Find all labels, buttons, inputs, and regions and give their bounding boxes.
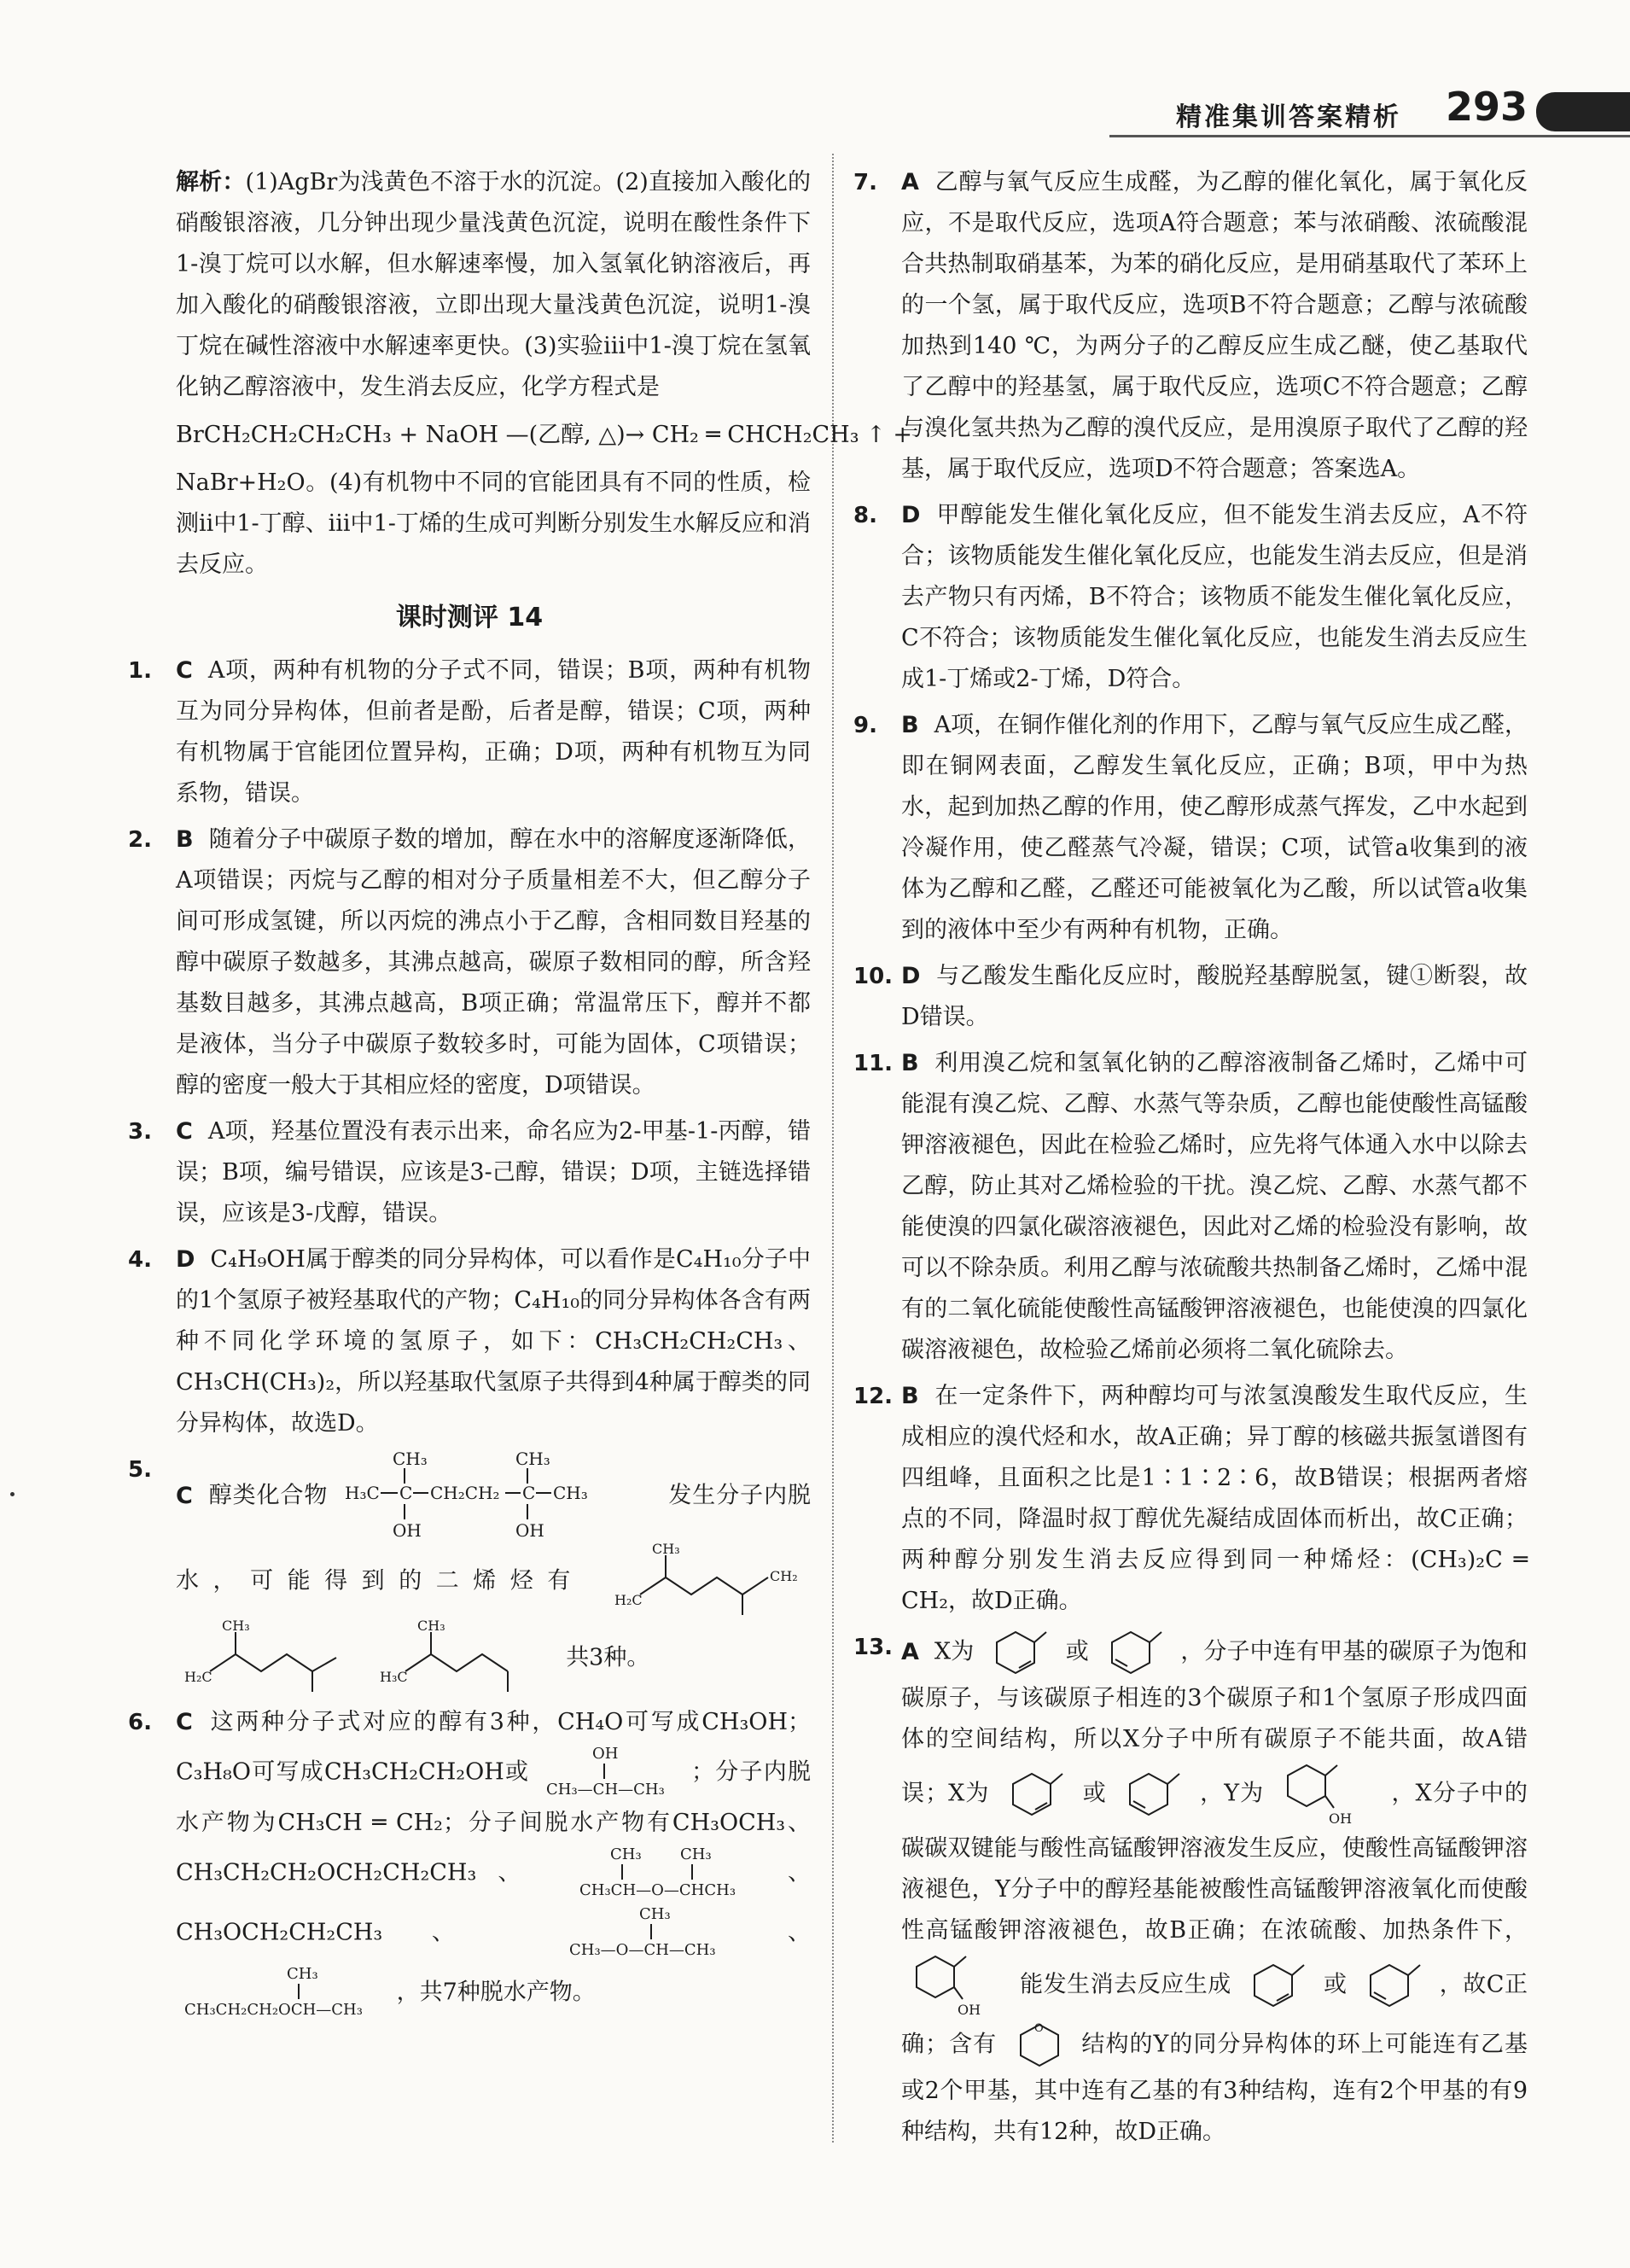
answer-letter: D <box>901 502 921 528</box>
question-4 <box>128 1239 811 1444</box>
answer-letter: A <box>901 1638 919 1665</box>
svg-text:CH₂: CH₂ <box>770 1568 798 1584</box>
svg-text:C: C <box>521 1483 536 1503</box>
answer-letter: B <box>901 712 919 738</box>
answer-letter: D <box>176 1246 195 1273</box>
question-number: 9. <box>853 713 877 738</box>
oxane-ring-structure-image <box>1014 2020 1065 2071</box>
question-text: 发生分子内脱水，可能得到的二烯烃有 <box>176 1482 811 1595</box>
question-text: ，Y为 <box>1200 1780 1265 1807</box>
question-text: 利用溴乙烷和氢氧化钠的乙醇溶液制备乙烯时，乙烯中可能混有溴乙烷、乙醇、水蒸气等杂质，乙醇也能使酸性高锰酸钾溶液褪色，因此在检验乙烯时，应先将气体通入水中以除去乙醇，防止其对乙烯检验的干扰。溴乙烷、乙醇、水蒸气都不能使溴的四氯化碳溶液褪色，因此对乙烯的检验没有影响，故可以不除杂质。利用乙醇与浓硫酸共热制备乙烯时，乙烯中混有的二氧化硫能使酸性高锰酸钾溶液褪色，也能使溴的四氯化碳溶液褪色，故检验乙烯前必须将二氧化硫除去。 <box>901 1050 1528 1363</box>
margin-dot <box>10 1492 15 1496</box>
question-number: 13. <box>853 1635 894 1660</box>
question-1 <box>128 650 811 814</box>
question-text: 或 <box>1324 1971 1348 1998</box>
cyclohexene-structure-image <box>1123 1769 1183 1820</box>
analysis-label: 解析： <box>176 169 246 195</box>
question-number: 3. <box>128 1119 152 1145</box>
cyclohexene-structure-image <box>1105 1627 1165 1678</box>
svg-text:CH₃: CH₃ <box>610 1845 642 1863</box>
svg-text:CH₃: CH₃ <box>222 1620 250 1634</box>
svg-text:CH₃CH₂CH₂OCH—CH₃: CH₃CH₂CH₂OCH—CH₃ <box>184 2001 363 2019</box>
svg-text:CH₂CH₂: CH₂CH₂ <box>429 1483 500 1503</box>
question-text: 或 <box>1082 1780 1107 1807</box>
question-text: 、CH₃OCH₂CH₂CH₃、 <box>176 1859 811 1946</box>
question-number: 7. <box>853 170 877 195</box>
question-number: 1. <box>128 658 152 684</box>
question-12 <box>853 1376 1528 1622</box>
reaction-equation: BrCH₂CH₂CH₂CH₃ + NaOH —(乙醇, △)→ CH₂ ═ CHCH₂CH₃ ↑ + <box>176 422 912 448</box>
header-title: 精准集训答案精析 <box>1176 102 1401 132</box>
diene-structure-image <box>380 1620 550 1697</box>
svg-text:CH₃: CH₃ <box>638 1905 671 1923</box>
question-text: ，故C正确；含有 <box>901 1971 1528 2058</box>
answer-letter: C <box>176 1482 193 1509</box>
svg-text:CH₃—O—CH—CH₃: CH₃—O—CH—CH₃ <box>568 1941 716 1959</box>
question-text: A项，羟基位置没有表示出来，命名应为2-甲基-1-丙醇，错误；B项，编号错误，应该是3-己醇，错误；D项，主链选择错误，应该是3-戊醇，错误。 <box>176 1118 811 1227</box>
question-3 <box>128 1111 811 1234</box>
svg-text:CH₃CH—O—CHCH₃: CH₃CH—O—CHCH₃ <box>579 1881 736 1899</box>
answer-letter: B <box>901 1383 919 1409</box>
methylcyclohexanol-structure-image <box>910 1951 1004 2020</box>
analysis-paragraph <box>128 162 811 408</box>
diol-structure-image <box>345 1449 652 1543</box>
svg-text:O: O <box>1033 2022 1044 2035</box>
answer-letter: A <box>901 169 919 195</box>
question-11 <box>853 1043 1528 1371</box>
svg-text:CH₃: CH₃ <box>652 1543 680 1557</box>
question-9 <box>853 705 1528 951</box>
question-7 <box>853 162 1528 490</box>
ether-structure-image <box>184 1963 381 2023</box>
svg-text:H₂C: H₂C <box>614 1592 643 1608</box>
svg-text:H₂C: H₂C <box>184 1669 212 1685</box>
header-tab-mark <box>1536 92 1630 131</box>
question-number: 10. <box>853 964 894 989</box>
cyclohexene-structure-image <box>990 1627 1050 1678</box>
svg-text:CH₃: CH₃ <box>416 1620 445 1634</box>
page-number: 293 <box>1446 84 1528 130</box>
svg-text:H₃C: H₃C <box>379 1669 408 1685</box>
isopropanol-structure-image <box>546 1743 674 1803</box>
answer-letter: D <box>901 963 921 989</box>
question-text: 在一定条件下，两种醇均可与浓氢溴酸发生取代反应，生成相应的溴代烃和水，故A正确；异丁醇的核磁共振氢谱图有四组峰，且面积之比是1∶1∶2∶6，故B错误；根据两者熔点的不同，降温时叔丁醇优先凝结成固体而析出，故C正确；两种醇分别发生消去反应得到同一种烯烃：(CH₃)₂C ═ CH₂，故D正确。 <box>901 1383 1528 1614</box>
question-number: 2. <box>128 827 152 853</box>
svg-text:OH: OH <box>1328 1810 1352 1827</box>
analysis-ending: NaBr+H₂O。(4)有机物中不同的官能团具有不同的性质，检测ⅱ中1-丁醇、ⅲ中1-丁烯的生成可判断分别发生水解反应和消去反应。 <box>176 469 811 578</box>
question-2 <box>128 819 811 1106</box>
answer-letter: B <box>176 826 194 853</box>
section-title: 课时测评 14 <box>395 603 544 633</box>
svg-text:CH₃: CH₃ <box>515 1449 550 1469</box>
question-text: 或 <box>1065 1638 1089 1665</box>
question-text: 、 <box>788 1919 811 1946</box>
svg-text:H₃C: H₃C <box>344 1483 380 1503</box>
question-text: 结构的Y的同分异构体的环上可能连有乙基或2个甲基，其中连有乙基的有3种结构，连有2个甲基的有9种结构，共有12种，故D正确。 <box>901 2031 1528 2145</box>
page-header <box>0 82 1630 142</box>
question-text: C₄H₉OH属于醇类的同分异构体，可以看作是C₄H₁₀分子中的1个氢原子被羟基取代的产物；C₄H₁₀的同分异构体各含有两种不同化学环境的氢原子，如下：CH₃CH₂CH₂CH₃、CH₃CH(CH₃)₂，所以羟基取代氢原子共得到4种属于醇类的同分异构体，故选D。 <box>176 1246 811 1437</box>
svg-text:OH: OH <box>392 1520 422 1541</box>
cyclohexene-structure-image <box>1364 1960 1423 2011</box>
cyclohexene-structure-image <box>1006 1769 1066 1820</box>
question-text: 能发生消去反应生成 <box>1020 1971 1231 1998</box>
question-number: 5. <box>128 1457 152 1483</box>
question-number: 11. <box>853 1051 894 1076</box>
methylcyclohexanol-structure-image <box>1281 1760 1375 1828</box>
question-text: A项，在铜作催化剂的作用下，乙醇与氧气反应生成乙醛，即在铜网表面，乙醇发生氧化反应，正确；B项，甲中为热水，起到加热乙醇的作用，使乙醇形成蒸气挥发，乙中水起到冷凝作用，使乙醛蒸气冷凝，错误；C项，试管a收集到的液体为乙醇和乙醛，乙醛还可能被氧化为乙酸，所以试管a收集到的液体中至少有两种有机物，正确。 <box>901 712 1528 943</box>
answer-letter: C <box>176 1118 193 1145</box>
question-text: ，分子中连有甲基的碳原子为饱和碳原子，与该碳原子相连的3个碳原子和1个氢原子形成四面体的空间结构，所以X分子中所有碳原子不能共面，故A错误；X为 <box>901 1638 1528 1807</box>
question-text: 这两种分子式对应的醇有3种，CH₄O可写成CH₃OH；C₃H₈O可写成CH₃CH₂CH₂OH或 <box>176 1709 811 1786</box>
question-number: 4. <box>128 1247 152 1273</box>
svg-text:OH: OH <box>958 2002 981 2018</box>
analysis-text: (1)AgBr为浅黄色不溶于水的沉淀。(2)直接加入酸化的硝酸银溶液，几分钟出现少量浅黄色沉淀，说明在酸性条件下1-溴丁烷可以水解，但水解速率慢，加入氢氧化钠溶液后，再加入酸化的硝酸银溶液，立即出现大量浅黄色沉淀，说明1-溴丁烷在碱性溶液中水解速率更快。(3)实验ⅲ中1-溴丁烷在氢氧化钠乙醇溶液中，发生消去反应，化学方程式是 <box>176 169 812 400</box>
diene-structure-image <box>184 1620 355 1697</box>
question-text: ，X分子中的碳碳双键能与酸性高锰酸钾溶液发生反应，使酸性高锰酸钾溶液褪色，Y分子中的醇羟基能被酸性高锰酸钾溶液氧化而使酸性高锰酸钾溶液褪色，故B正确；在浓硫酸、加热条件下， <box>901 1780 1528 1944</box>
header-rule <box>1109 135 1630 137</box>
right-column <box>853 162 1528 2158</box>
question-8 <box>853 495 1528 700</box>
svg-text:OH: OH <box>515 1520 544 1541</box>
cyclohexene-structure-image <box>1248 1960 1307 2011</box>
question-text: 与乙酸发生酯化反应时，酸脱羟基醇脱氢，键①断裂，故D错误。 <box>901 963 1528 1030</box>
answer-letter: C <box>176 1709 193 1735</box>
svg-text:C: C <box>399 1483 413 1503</box>
svg-text:CH₃—CH—CH₃: CH₃—CH—CH₃ <box>546 1781 665 1799</box>
question-text: ，共7种脱水产物。 <box>396 1979 596 2006</box>
question-number: 12. <box>853 1384 894 1409</box>
answer-letter: B <box>901 1050 919 1076</box>
svg-text:CH₃: CH₃ <box>287 1965 318 1983</box>
question-text: 乙醇与氧气反应生成醛，为乙醇的催化氧化，属于氧化反应，不是取代反应，选项A符合题意；苯与浓硝酸、浓硫酸混合共热制取硝基苯，为苯的硝化反应，是用硝基取代了苯环上的一个氢，属于取代反应，选项B不符合题意；乙醇与浓硫酸加热到140 ℃，为两分子的乙醇反应生成乙醚，使乙基取代了乙醇中的羟基氢，属于取代反应，选项C不符合题意；乙醇与溴化氢共热为乙醇的溴代反应，是用溴原子取代了乙醇的羟基，属于取代反应，选项D不符合题意；答案选A。 <box>901 169 1528 482</box>
question-text: 甲醇能发生催化氧化反应，但不能发生消去反应，A不符合；该物质能发生催化氧化反应，也能发生消去反应，但是消去产物只有丙烯，B不符合；该物质不能发生催化氧化反应，C不符合；该物质能发生催化氧化反应，也能发生消去反应生成1-丁烯或2-丁烯，D符合。 <box>901 502 1528 692</box>
question-text: 醇类化合物 <box>207 1482 329 1509</box>
svg-text:CH₃: CH₃ <box>552 1483 588 1503</box>
diene-structure-image <box>614 1543 802 1620</box>
question-6 <box>128 1702 811 2023</box>
question-text: X为 <box>934 1638 975 1665</box>
svg-text:CH₃: CH₃ <box>392 1449 428 1469</box>
question-10 <box>853 956 1528 1038</box>
question-text: 随着分子中碳原子数的增加，醇在水中的溶解度逐渐降低，A项错误；丙烷与乙醇的相对分子质量相差不大，但乙醇分子间可形成氢键，所以丙烷的沸点小于乙醇，含相同数目羟基的醇中碳原子数越多，其沸点越高，碳原子数相同的醇，所含羟基数目越多，其沸点越高，B项正确；常温常压下，醇并不都是液体，当分子中碳原子数较多时，可能为固体，C项错误；醇的密度一般大于其相应烃的密度，D项错误。 <box>176 826 811 1099</box>
question-number: 8. <box>853 503 877 528</box>
question-5 <box>128 1449 811 1697</box>
question-text: ；分子内脱水产物为CH₃CH ═ CH₂；分子间脱水产物有CH₃OCH₃、CH₃CH₂CH₂OCH₂CH₂CH₃、 <box>176 1758 811 1886</box>
ether-structure-image <box>569 1904 723 1963</box>
svg-text:OH: OH <box>592 1745 619 1763</box>
question-text: 共3种。 <box>566 1644 650 1671</box>
answer-letter: C <box>176 657 193 684</box>
question-13 <box>853 1627 1528 2153</box>
question-text: A项，两种有机物的分子式不同，错误；B项，两种有机物互为同分异构体，但前者是酚，后者是醇，错误；C项，两种有机物属于官能团位置异构，正确；D项，两种有机物互为同系物，错误。 <box>176 657 811 807</box>
question-number: 6. <box>128 1710 152 1735</box>
ether-structure-image <box>579 1844 750 1904</box>
svg-text:CH₃: CH₃ <box>680 1845 712 1863</box>
